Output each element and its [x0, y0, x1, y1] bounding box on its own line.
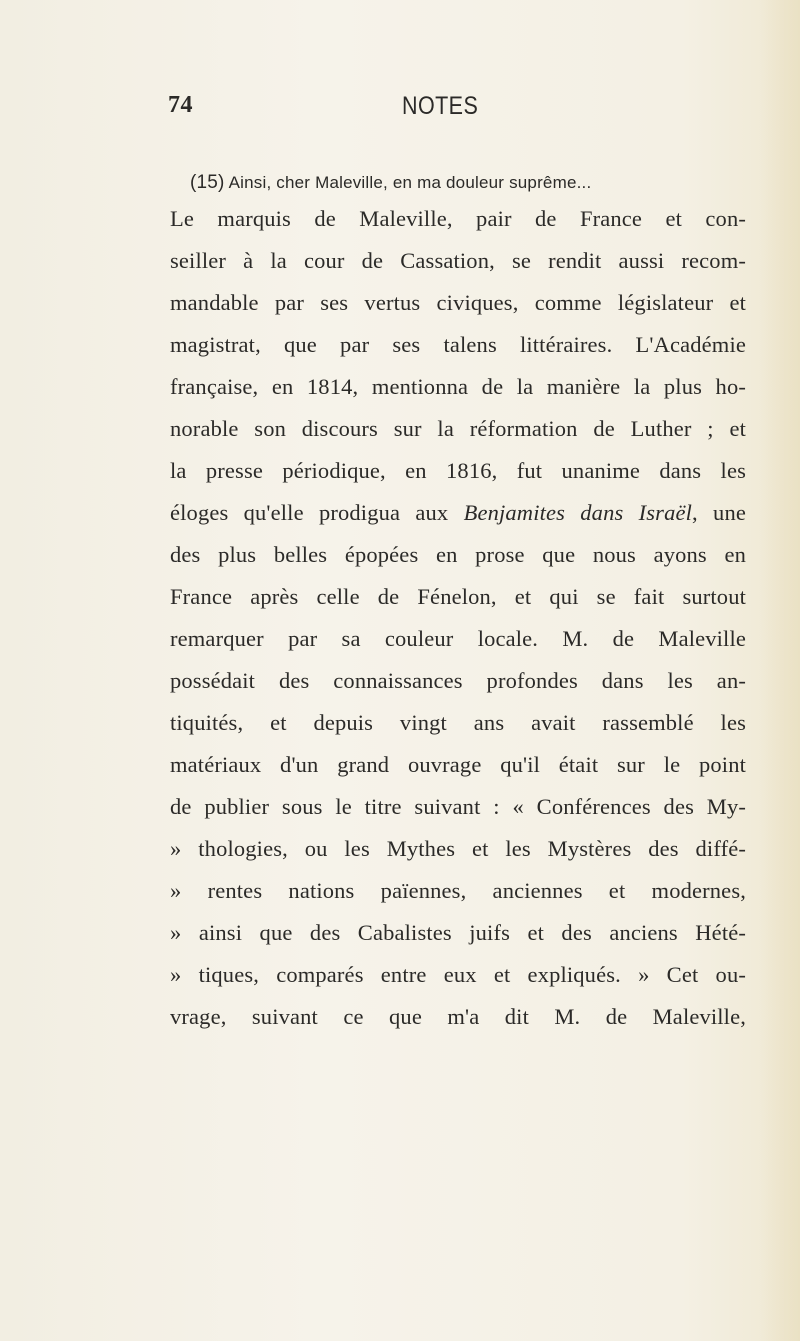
text-line: France après celle de Fénelon, et qui se fait surtout	[170, 584, 746, 609]
text-line: remarquer par sa couleur locale. M. de Maleville	[170, 626, 746, 651]
text-line-quote: » rentes nations païennes, anciennes et modernes,	[170, 878, 746, 903]
text-line: possédait des connaissances profondes dans les an-	[170, 668, 746, 693]
text-line: Le marquis de Maleville, pair de France et con-	[170, 206, 746, 231]
text-line: mandable par ses vertus civiques, comme législateur et	[170, 290, 746, 315]
page-edge-shading	[760, 0, 800, 1341]
running-title: NOTES	[402, 92, 479, 120]
text-line: magistrat, que par ses talens littéraires. L'Académie	[170, 332, 746, 357]
text-line: seiller à la cour de Cassation, se rendit aussi recom-	[170, 248, 746, 273]
text-line: norable son discours sur la réformation de Luther ; et	[170, 416, 746, 441]
text-line-quote: » ainsi que des Cabalistes juifs et des anciens Hété-	[170, 920, 746, 945]
text-line: matériaux d'un grand ouvrage qu'il était sur le point	[170, 752, 746, 777]
text-line: de publier sous le titre suivant : « Conférences des My-	[170, 794, 746, 819]
text-line: française, en 1814, mentionna de la manière la plus ho-	[170, 374, 746, 399]
note-heading	[190, 172, 591, 194]
text-line: tiquités, et depuis vingt ans avait rassemblé les	[170, 710, 746, 735]
note-body	[170, 198, 746, 1038]
page-number: 74	[168, 92, 193, 118]
text-line-quote: » thologies, ou les Mythes et les Mystères des diffé-	[170, 836, 746, 861]
text-line-italic-title: éloges qu'elle prodigua aux Benjamites dans Israël, une	[170, 500, 746, 525]
text-line: des plus belles épopées en prose que nous ayons en	[170, 542, 746, 567]
book-title-italic: Benjamites dans Israël	[463, 500, 693, 525]
text-line-quote: » tiques, comparés entre eux et expliqués. » Cet ou-	[170, 962, 746, 987]
page-header	[0, 92, 800, 128]
text-line: la presse périodique, en 1816, fut unanime dans les	[170, 458, 746, 483]
note-heading-text: Ainsi, cher Maleville, en ma douleur suprême...	[228, 173, 592, 192]
text-line: vrage, suivant ce que m'a dit M. de Maleville,	[170, 1004, 746, 1029]
note-number: (15)	[190, 172, 225, 193]
